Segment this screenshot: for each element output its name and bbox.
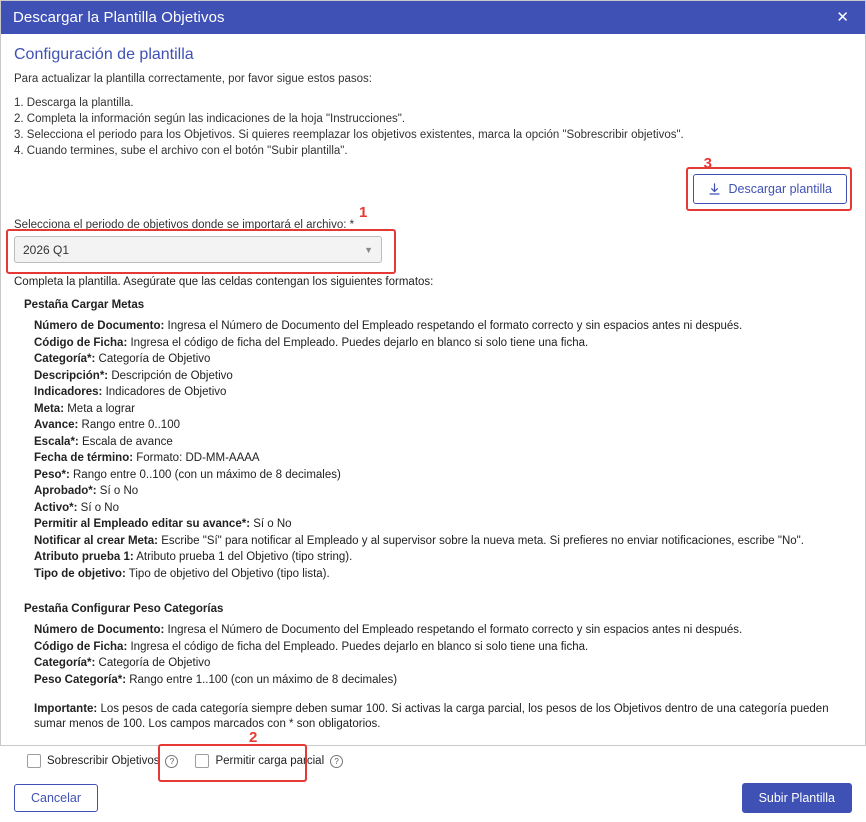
download-template-button[interactable] bbox=[693, 174, 847, 204]
spec-desc: Categoría de Objetivo bbox=[95, 657, 211, 669]
spec-row bbox=[34, 501, 852, 517]
spec-row bbox=[34, 673, 852, 689]
spec-row bbox=[34, 550, 852, 566]
important-note-label: Importante: bbox=[34, 703, 98, 715]
spec-desc: Rango entre 0..100 (con un máximo de 8 decimales) bbox=[69, 468, 341, 481]
spec-desc: Tipo de objetivo del Objetivo (tipo lista). bbox=[125, 567, 330, 580]
step-item: 3. Selecciona el periodo para los Objetivos. Si quieres reemplazar los objetivos existentes, marca la opción "Sobrescribir objetivos". bbox=[14, 129, 684, 141]
period-select[interactable] bbox=[14, 236, 382, 263]
spec-desc: Sí o No bbox=[250, 518, 292, 530]
sheet-field-list bbox=[34, 319, 852, 582]
spec-name: Tipo de objetivo: bbox=[34, 567, 126, 580]
upload-template-button[interactable]: Subir Plantilla bbox=[742, 783, 852, 813]
spec-desc: Categoría de Objetivo bbox=[95, 353, 211, 365]
spec-desc: Sí o No bbox=[77, 501, 120, 514]
sheet-section-cargar-metas bbox=[14, 299, 852, 582]
callout-number-1: 1 bbox=[359, 204, 368, 221]
spec-name: Aprobado*: bbox=[34, 485, 97, 497]
spec-desc: Rango entre 0..100 bbox=[78, 419, 180, 431]
period-label: Selecciona el periodo de objetivos donde se importará el archivo: * bbox=[14, 219, 355, 231]
spec-row bbox=[34, 336, 852, 352]
spec-name: Categoría*: bbox=[34, 353, 96, 365]
chevron-down-icon: ▼ bbox=[364, 244, 373, 255]
spec-desc: Ingresa el código de ficha del Empleado. Puedes dejarlo en blanco si solo tiene una ficha. bbox=[127, 640, 589, 653]
spec-desc: Meta a lograr bbox=[64, 402, 135, 415]
spec-row bbox=[34, 451, 852, 467]
checkbox-box[interactable] bbox=[195, 754, 209, 768]
step-item: 1. Descarga la plantilla. bbox=[14, 97, 134, 109]
steps-list bbox=[14, 95, 852, 159]
step-item: 4. Cuando termines, sube el archivo con el botón "Subir plantilla". bbox=[14, 145, 348, 157]
sheet-heading: Pestaña Cargar Metas bbox=[24, 299, 145, 311]
spec-row bbox=[34, 435, 852, 451]
spec-name: Código de Ficha: bbox=[34, 336, 128, 349]
spec-row bbox=[34, 369, 852, 385]
spec-desc: Ingresa el código de ficha del Empleado. Puedes dejarlo en blanco si solo tiene una ficha. bbox=[127, 336, 589, 349]
callout-number-2: 2 bbox=[249, 729, 258, 746]
spec-name: Activo*: bbox=[34, 501, 78, 514]
spec-name: Código de Ficha: bbox=[34, 640, 128, 653]
section-title: Configuración de plantilla bbox=[14, 46, 194, 63]
spec-row bbox=[34, 418, 852, 434]
spec-name: Atributo prueba 1: bbox=[34, 551, 134, 563]
spec-desc: Sí o No bbox=[96, 485, 139, 497]
spec-row bbox=[34, 352, 852, 368]
step-item: 2. Completa la información según las indicaciones de la hoja "Instrucciones". bbox=[14, 113, 406, 125]
spec-name: Peso Categoría*: bbox=[34, 673, 127, 686]
sheet-field-list bbox=[34, 623, 852, 688]
spec-row bbox=[34, 640, 852, 656]
download-icon bbox=[708, 183, 721, 196]
partial-load-label: Permitir carga parcial bbox=[215, 755, 325, 767]
overwrite-objectives-label: Sobrescribir Objetivos bbox=[47, 755, 160, 767]
help-icon[interactable]: ? bbox=[165, 755, 178, 768]
important-note bbox=[34, 702, 852, 732]
spec-desc: Atributo prueba 1 del Objetivo (tipo string). bbox=[133, 551, 353, 563]
spec-name: Indicadores: bbox=[34, 386, 103, 398]
help-icon[interactable]: ? bbox=[330, 755, 343, 768]
spec-row bbox=[34, 319, 852, 335]
spec-row bbox=[34, 484, 852, 500]
spec-desc: Escribe "Sí" para notificar al Empleado y al supervisor sobre la nueva meta. Si prefieres no enviar notificaciones, escribe "No". bbox=[158, 534, 804, 547]
spec-name: Fecha de término: bbox=[34, 452, 134, 464]
spec-name: Número de Documento: bbox=[34, 320, 165, 332]
spec-row bbox=[34, 468, 852, 484]
dialog-title: Descargar la Plantilla Objetivos bbox=[13, 9, 225, 26]
spec-row bbox=[34, 567, 852, 583]
overwrite-objectives-checkbox[interactable] bbox=[27, 754, 178, 768]
options-row bbox=[27, 729, 852, 774]
spec-name: Escala*: bbox=[34, 435, 79, 448]
spec-row bbox=[34, 402, 852, 418]
spec-name: Avance: bbox=[34, 419, 79, 431]
sheet-heading: Pestaña Configurar Peso Categorías bbox=[24, 603, 224, 615]
callout-number-3: 3 bbox=[703, 155, 712, 172]
spec-name: Peso*: bbox=[34, 468, 70, 481]
period-select-value: 2026 Q1 bbox=[23, 242, 70, 257]
spec-name: Meta: bbox=[34, 402, 65, 415]
intro-text: Para actualizar la plantilla correctamente, por favor sigue estos pasos: bbox=[14, 73, 372, 85]
important-note-text: Los pesos de cada categoría siempre deben sumar 100. Si activas la carga parcial, los pesos de los Objetivos dentro de una categoría pueden sumar menos de 100. Los campos marcados con * son obligatorios. bbox=[34, 703, 829, 730]
spec-name: Permitir al Empleado editar su avance*: bbox=[34, 518, 251, 530]
spec-row bbox=[34, 534, 852, 550]
spec-row bbox=[34, 385, 852, 401]
dialog-header bbox=[1, 1, 865, 34]
format-lead-text: Completa la plantilla. Asegúrate que las celdas contengan los siguientes formatos: bbox=[14, 276, 434, 288]
checkbox-box[interactable] bbox=[27, 754, 41, 768]
spec-desc: Ingresa el Número de Documento del Empleado respetando el formato correcto y sin espacios antes ni después. bbox=[164, 320, 743, 332]
spec-desc: Descripción de Objetivo bbox=[108, 369, 233, 382]
spec-desc: Escala de avance bbox=[78, 435, 173, 448]
dialog-body bbox=[1, 34, 865, 774]
spec-name: Número de Documento: bbox=[34, 624, 165, 636]
spec-desc: Ingresa el Número de Documento del Empleado respetando el formato correcto y sin espacios antes ni después. bbox=[164, 624, 743, 636]
download-row bbox=[14, 155, 852, 211]
cancel-button[interactable]: Cancelar bbox=[14, 784, 98, 812]
spec-desc: Formato: DD-MM-AAAA bbox=[133, 452, 260, 464]
spec-name: Categoría*: bbox=[34, 657, 96, 669]
spec-row bbox=[34, 517, 852, 533]
spec-name: Notificar al crear Meta: bbox=[34, 534, 158, 547]
partial-load-checkbox[interactable] bbox=[187, 748, 351, 774]
sheet-section-configurar-peso bbox=[14, 603, 852, 688]
spec-desc: Indicadores de Objetivo bbox=[102, 386, 227, 398]
spec-row bbox=[34, 656, 852, 672]
spec-desc: Rango entre 1..100 (con un máximo de 8 decimales) bbox=[126, 673, 398, 686]
spec-name: Descripción*: bbox=[34, 369, 109, 382]
dialog-footer bbox=[1, 774, 865, 822]
close-icon[interactable]: ✕ bbox=[836, 9, 849, 26]
download-template-label: Descargar plantilla bbox=[728, 182, 832, 196]
spec-row bbox=[34, 623, 852, 639]
